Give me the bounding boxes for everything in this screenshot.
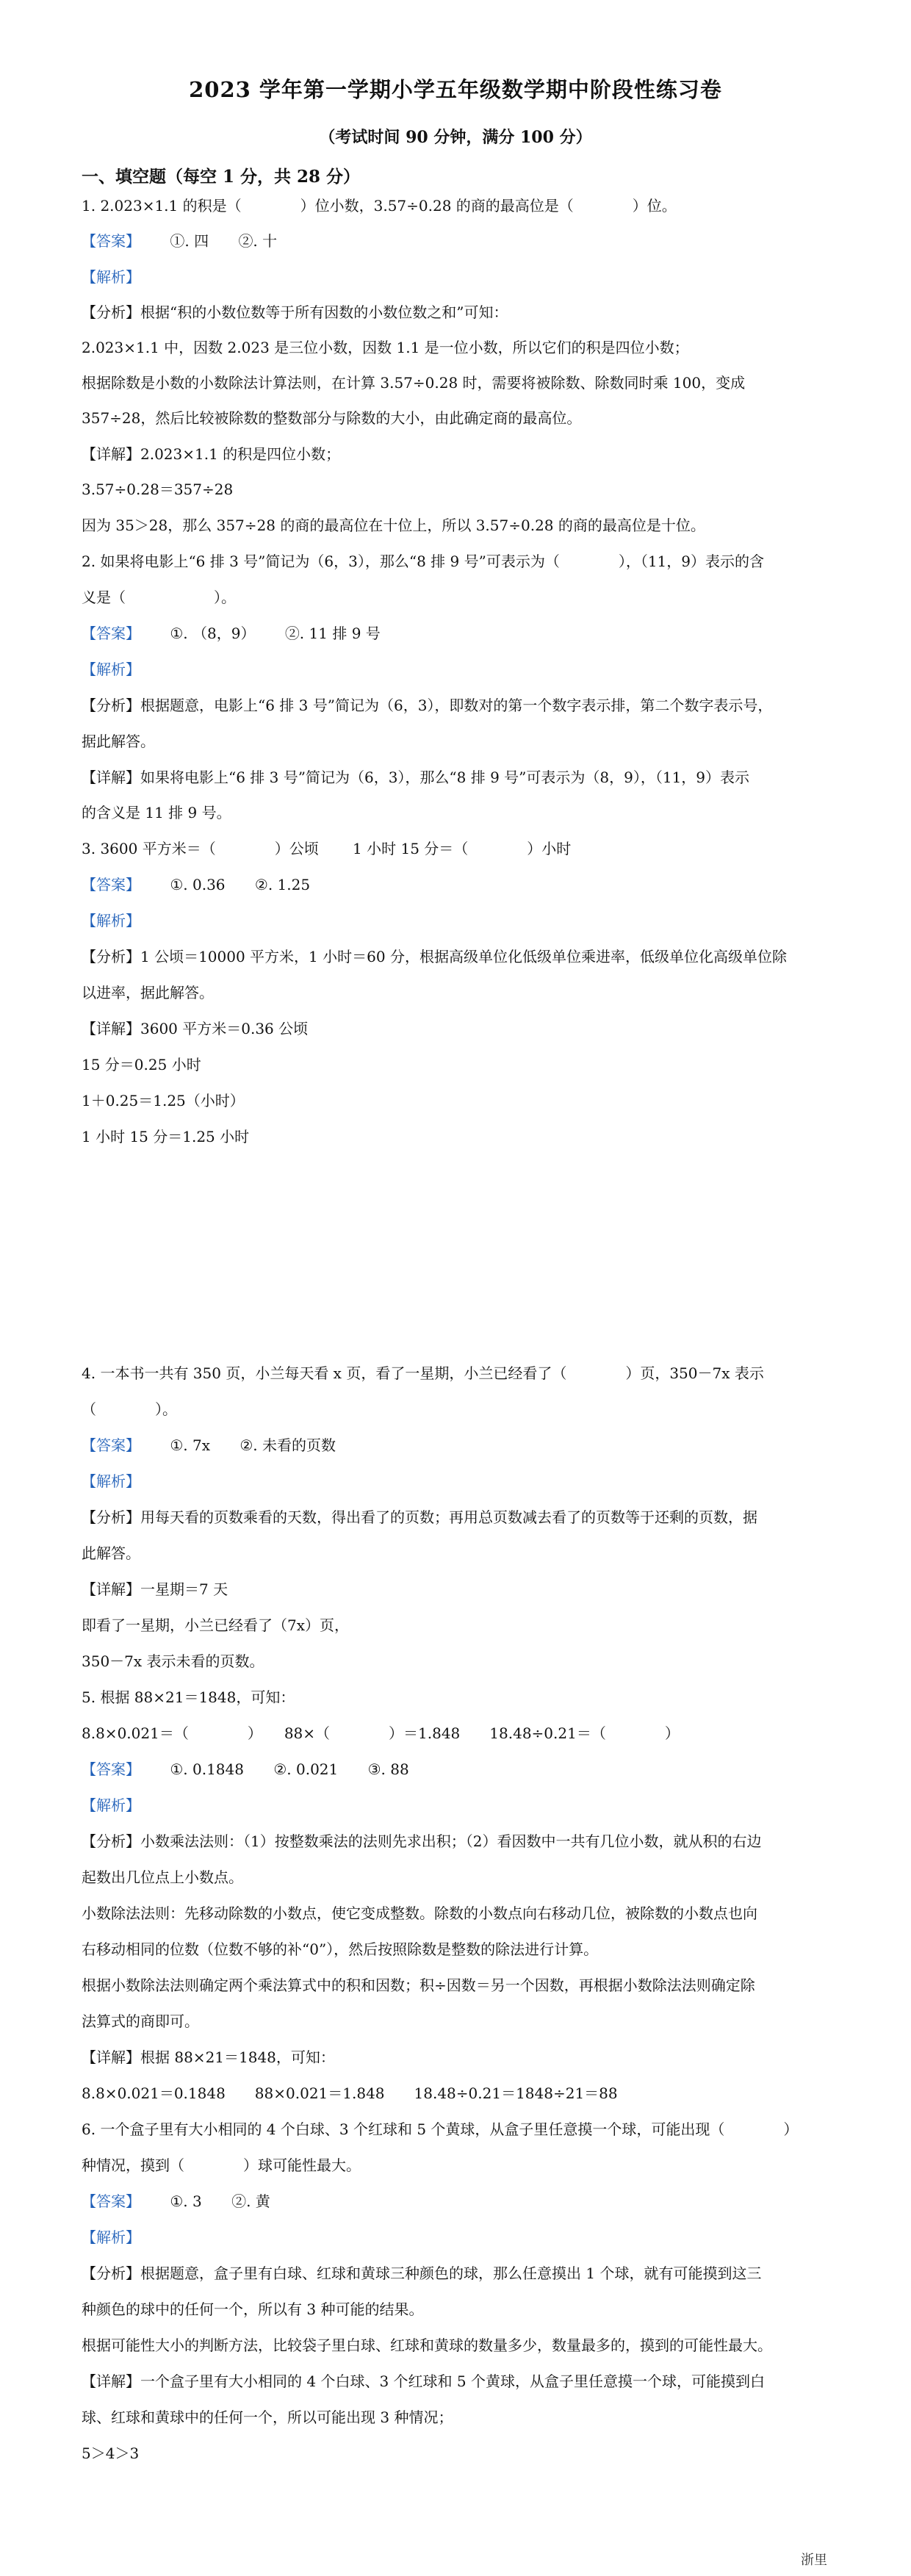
q4-detail-2: 即看了一星期，小兰已经看了（7x）页，	[82, 1616, 350, 1634]
q6-analysis-1: 【分析】根据题意，盒子里有白球、红球和黄球三种颜色的球，那么任意摸出 1 个球，就有可能摸到这三	[82, 2264, 762, 2282]
q1-question: 1. 2.023×1.1 的积是（ ）位小数，3.57÷0.28 的商的最高位是（ ）位。	[82, 197, 677, 215]
q2-answer	[82, 623, 846, 644]
q6-answer	[82, 2191, 846, 2212]
explain-label: 【解析】	[82, 2228, 140, 2246]
q2-detail-2: 的含义是 11 排 9 号。	[82, 804, 231, 821]
q2-detail-1: 【详解】如果将电影上“6 排 3 号”简记为（6，3），那么“8 排 9 号”可表示为（8，9），（11，9）表示	[82, 769, 750, 786]
q3-question: 3. 3600 平方米＝（ ）公顷 1 小时 15 分＝（ ）小时	[82, 840, 572, 857]
q4-analysis-1: 【分析】用每天看的页数乘看的天数，得出看了的页数；再用总页数减去看了的页数等于还剩的页数，据	[82, 1508, 757, 1526]
q2-question-1: 2. 如果将电影上“6 排 3 号”简记为（6，3），那么“8 排 9 号”可表示为（ ），（11，9）表示的含	[82, 553, 765, 570]
q4-question-2: （ ）。	[82, 1400, 177, 1418]
q5-question-1: 5. 根据 88×21＝1848，可知：	[82, 1688, 295, 1706]
q1-answer-1: ①. 四	[170, 232, 209, 250]
q6-analysis-3: 根据可能性大小的判断方法，比较袋子里白球、红球和黄球的数量多少，数量最多的，摸到的可能性最大。	[82, 2336, 772, 2354]
q3-answer	[82, 874, 846, 895]
q3-analysis-2: 以进率，据此解答。	[82, 984, 214, 1001]
q3-answer-1: ①. 0.36	[170, 876, 226, 893]
q6-detail-2: 球、红球和黄球中的任何一个，所以可能出现 3 种情况；	[82, 2408, 453, 2426]
q3-answer-2: ②. 1.25	[254, 876, 311, 893]
q6-question-2: 种情况，摸到（ ）球可能性最大。	[82, 2156, 361, 2174]
q6-question-1: 6. 一个盒子里有大小相同的 4 个白球、3 个红球和 5 个黄球，从盒子里任意摸一个球，可能出现（ ）	[82, 2120, 799, 2138]
q2-analysis-1: 【分析】根据题意，电影上“6 排 3 号”简记为（6，3），即数对的第一个数字表示排，第二个数字表示号，	[82, 697, 773, 714]
explain-label: 【解析】	[82, 268, 140, 286]
q5-answer-3: ③. 88	[367, 1760, 409, 1778]
q2-answer-1: ①. （8，9）	[170, 625, 256, 642]
explain-label: 【解析】	[82, 1472, 140, 1490]
page-title: 2023 学年第一学期小学五年级数学期中阶段性练习卷	[189, 77, 722, 102]
q6-answer-1: ①. 3	[170, 2192, 202, 2210]
page-subtitle: （考试时间 90 分钟，满分 100 分）	[319, 128, 592, 147]
answer-label: 【答案】	[82, 625, 140, 642]
q4-detail-3: 350－7x 表示未看的页数。	[82, 1652, 264, 1670]
q4-detail-1: 【详解】一星期＝7 天	[82, 1580, 228, 1598]
q1-analysis-4: 357÷28，然后比较被除数的整数部分与除数的大小，由此确定商的最高位。	[82, 409, 582, 427]
q5-question-2: 8.8×0.021＝（ ） 88×（ ）＝1.848 18.48÷0.21＝（ ）	[82, 1724, 680, 1742]
q4-answer-1: ①. 7x	[170, 1436, 211, 1454]
q3-detail-2: 15 分＝0.25 小时	[82, 1056, 201, 1073]
q4-question-1: 4. 一本书一共有 350 页，小兰每天看 x 页，看了一星期，小兰已经看了（ ）页，350－7x 表示	[82, 1364, 764, 1382]
q3-detail-1: 【详解】3600 平方米＝0.36 公顷	[82, 1020, 309, 1037]
q5-analysis-1: 【分析】小数乘法法则：（1）按整数乘法的法则先求出积；（2）看因数中一共有几位小数，就从积的右边	[82, 1832, 762, 1850]
answer-label: 【答案】	[82, 2192, 140, 2210]
q2-question-2: 义是（ ）。	[82, 589, 236, 606]
q1-detail-1: 【详解】2.023×1.1 的积是四位小数；	[82, 445, 341, 463]
q1-answer-2: ②. 十	[238, 232, 278, 250]
q5-analysis-6: 法算式的商即可。	[82, 2012, 199, 2030]
explain-label: 【解析】	[82, 661, 140, 678]
footer-mark: 浙里	[801, 2552, 827, 2568]
q1-analysis-2: 2.023×1.1 中，因数 2.023 是三位小数，因数 1.1 是一位小数，所以它们的积是四位小数；	[82, 339, 689, 356]
q3-analysis-1: 【分析】1 公顷＝10000 平方米，1 小时＝60 分，根据高级单位化低级单位乘进率，低级单位化高级单位除	[82, 948, 787, 965]
q5-analysis-5: 根据小数除法法则确定两个乘法算式中的积和因数；积÷因数＝另一个因数，再根据小数除法法则确定除	[82, 1976, 755, 1994]
q3-detail-3: 1＋0.25＝1.25（小时）	[82, 1092, 245, 1109]
q1-analysis-1: 【分析】根据“积的小数位数等于所有因数的小数位数之和”可知：	[82, 303, 508, 321]
q3-detail-4: 1 小时 15 分＝1.25 小时	[82, 1128, 250, 1145]
q6-answer-2: ②. 黄	[231, 2192, 270, 2210]
q2-answer-2: ②. 11 排 9 号	[284, 625, 381, 642]
answer-label: 【答案】	[82, 1436, 140, 1454]
q1-detail-2: 3.57÷0.28＝357÷28	[82, 481, 234, 498]
explain-label: 【解析】	[82, 1796, 140, 1814]
q5-detail-2: 8.8×0.021＝0.1848 88×0.021＝1.848 18.48÷0.21＝1848÷21＝88	[82, 2084, 618, 2102]
explain-label: 【解析】	[82, 912, 140, 929]
q1-answer	[82, 231, 846, 251]
q1-analysis-3: 根据除数是小数的小数除法计算法则，在计算 3.57÷0.28 时，需要将被除数、除数同时乘 100，变成	[82, 374, 746, 392]
q5-answer	[82, 1759, 846, 1780]
q1-detail-3: 因为 35＞28，那么 357÷28 的商的最高位在十位上，所以 3.57÷0.28 的商的最高位是十位。	[82, 517, 705, 534]
q5-answer-1: ①. 0.1848	[170, 1760, 244, 1778]
q5-answer-2: ②. 0.021	[273, 1760, 339, 1778]
q5-detail-1: 【详解】根据 88×21＝1848，可知：	[82, 2048, 335, 2066]
q4-answer	[82, 1435, 846, 1456]
answer-label: 【答案】	[82, 232, 140, 250]
q4-analysis-2: 此解答。	[82, 1544, 140, 1562]
answer-label: 【答案】	[82, 1760, 140, 1778]
q2-analysis-2: 据此解答。	[82, 733, 155, 750]
q5-analysis-4: 右移动相同的位数（位数不够的补“0”），然后按照除数是整数的除法进行计算。	[82, 1940, 599, 1958]
section-title: 一、填空题（每空 1 分，共 28 分）	[82, 167, 361, 187]
answer-label: 【答案】	[82, 876, 140, 893]
q6-detail-3: 5＞4＞3	[82, 2444, 140, 2462]
q5-analysis-3: 小数除法法则：先移动除数的小数点，使它变成整数。除数的小数点向右移动几位，被除数的小数点也向	[82, 1904, 757, 1922]
q5-analysis-2: 起数出几位点上小数点。	[82, 1868, 243, 1886]
q4-answer-2: ②. 未看的页数	[240, 1436, 336, 1454]
q6-detail-1: 【详解】一个盒子里有大小相同的 4 个白球、3 个红球和 5 个黄球，从盒子里任意摸一个球，可能摸到白	[82, 2372, 765, 2390]
q6-analysis-2: 种颜色的球中的任何一个，所以有 3 种可能的结果。	[82, 2300, 424, 2318]
